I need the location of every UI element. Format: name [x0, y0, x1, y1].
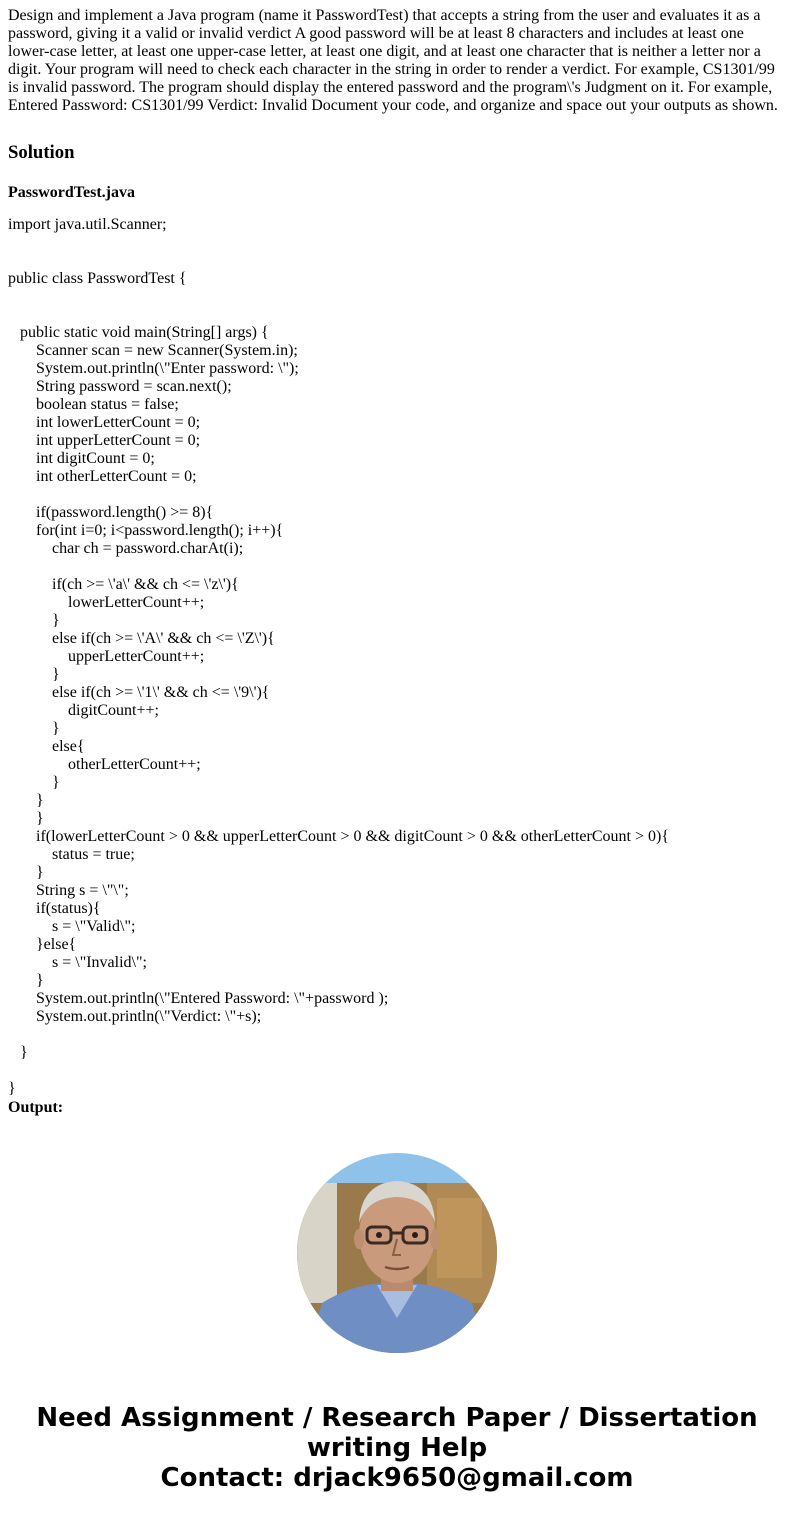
question-text: Design and implement a Java program (name it PasswordTest) that accepts a string from the user and evaluates it as a password, giving it a valid or invalid verdict A good password will be at least 8 characters and includes at least one lower-case letter, at least one upper-case letter, at least one digit, and at least one character that is neither a letter nor a digit. Your program will need to check each character in the string in order to render a verdict. For example, CS1301/99 is invalid password. The program should display the entered password and the program\'s Judgment on it. For example, Entered Password: CS1301/99 Verdict: Invalid Document your code, and organize and space out your outputs as shown. [8, 7, 778, 114]
portrait-image [297, 1153, 497, 1353]
promo-banner [0, 1403, 794, 1493]
file-name-heading: PasswordTest.java [8, 184, 135, 201]
promo-line-1: Need Assignment / Research Paper / Dissertation [36, 1403, 758, 1433]
author-photo [297, 1153, 497, 1353]
promo-line-2: writing Help [306, 1433, 488, 1463]
promo-contact: Contact: drjack9650@gmail.com [160, 1463, 634, 1493]
code-block: import java.util.Scanner; public class PasswordTest { public static void main(String[] args) { Scanner scan = new Scanner(System.in); System.out.println(\"Enter password: \"); String password = scan.next(); boolean status = false; int lowerLetterCount = 0; int upperLetterCount = 0; int digitCount = 0; int otherLetterCount = 0; if(password.length() >= 8){ for(int i=0; i<password.length(); i++){ char ch = password.charAt(i); if(ch >= \'a\' && ch <= \'z\'){ lowerLetterCount++; } else if(ch >= \'A\' && ch <= \'Z\'){ upperLetterCount++; } else if(ch >= \'1\' && ch <= \'9\'){ digitCount++; } else{ otherLetterCount++; } } } if(lowerLetterCount > 0 && upperLetterCount > 0 && digitCount > 0 && otherLetterCount > 0){ status = true; } String s = \"\"; if(status){ s = \"Valid\"; }else{ s = \"Invalid\"; } System.out.println(\"Entered Password: \"+password ); System.out.println(\"Verdict: \"+s); } } [8, 216, 669, 1097]
solution-heading: Solution [8, 142, 75, 163]
document-body [8, 0, 786, 1098]
output-label: Output: [8, 1099, 64, 1116]
